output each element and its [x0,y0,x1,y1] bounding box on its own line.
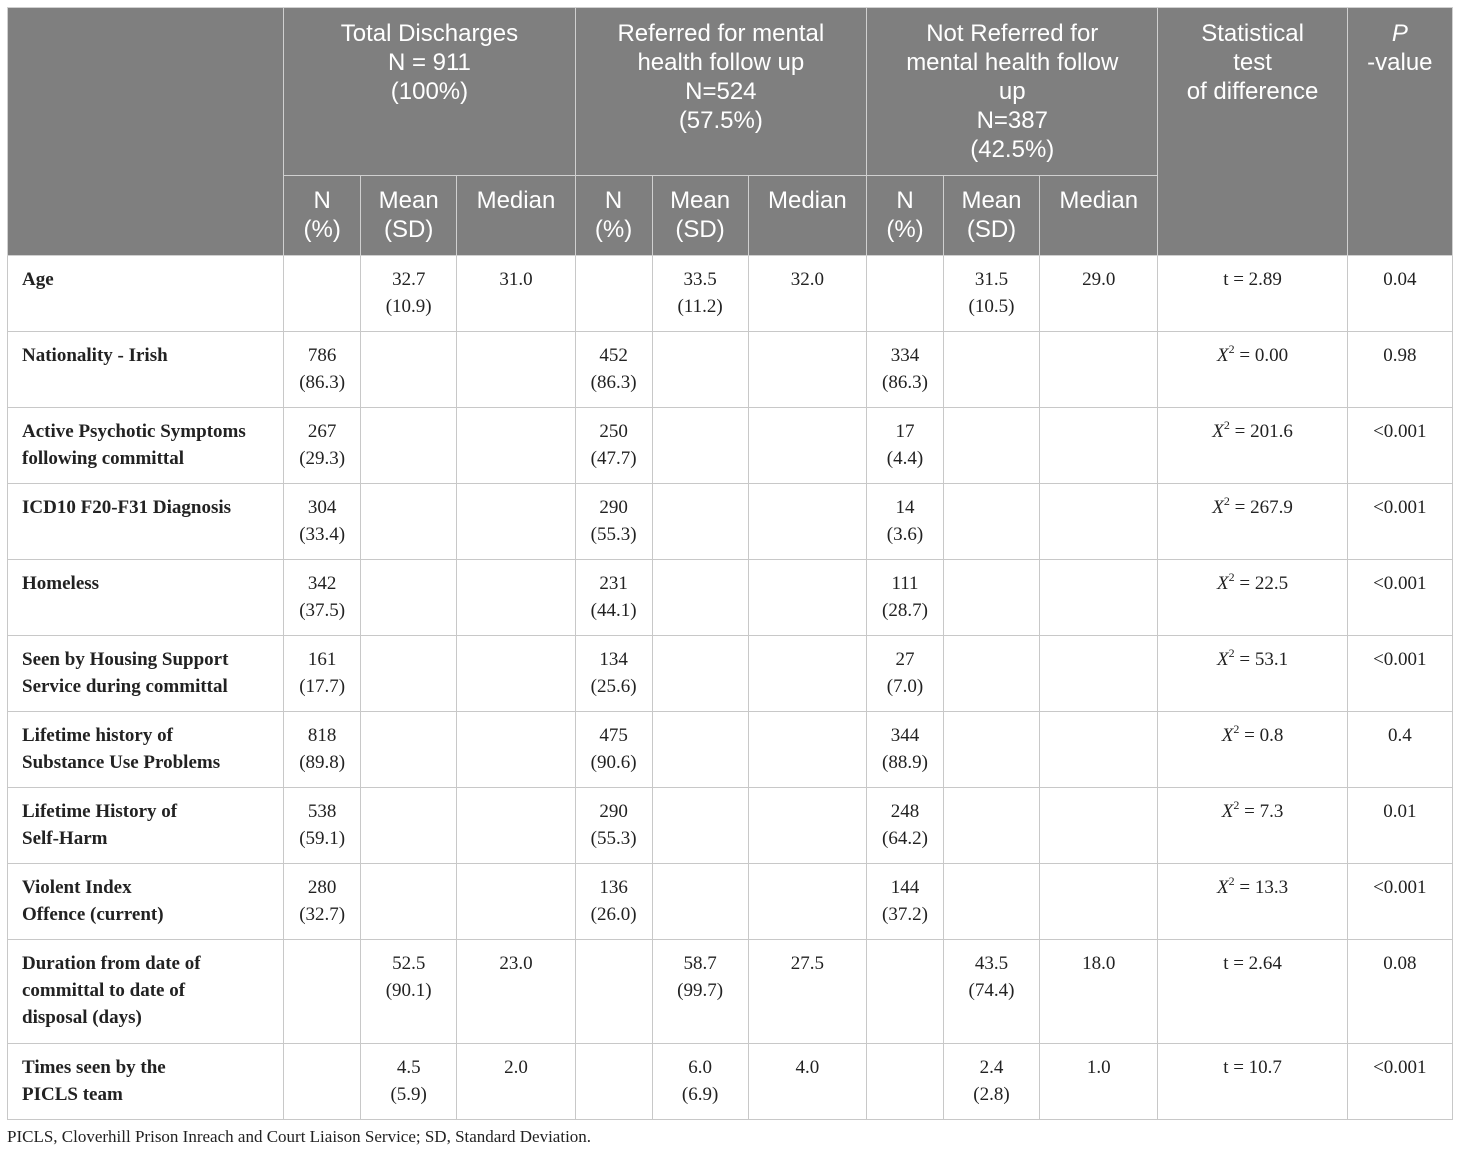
table-cell [284,1044,361,1120]
table-cell: 52.5 (90.1) [361,940,457,1044]
table-cell: 18.0 [1040,940,1158,1044]
table-cell [361,332,457,408]
stat-test-cell: t = 2.89 [1158,256,1347,332]
stat-test-cell: $X^2 = 22.5$ [1158,560,1347,636]
table-cell: 248 (64.2) [867,788,944,864]
table-row [8,256,1453,332]
table-row [8,1044,1453,1120]
table-cell [748,864,866,940]
row-label: Violent Index Offence (current) [8,864,284,940]
table-row [8,636,1453,712]
table-cell: 144 (37.2) [867,864,944,940]
table-cell [652,408,748,484]
subheader-median: Median [457,176,575,256]
table-cell: 250 (47.7) [575,408,652,484]
table-row [8,712,1453,788]
table-cell [943,788,1039,864]
stat-test-cell: $X^2 = 267.9$ [1158,484,1347,560]
subheader-n: N (%) [284,176,361,256]
stat-test-cell: $X^2 = 13.3$ [1158,864,1347,940]
table-cell [652,560,748,636]
table-cell [867,940,944,1044]
stat-test-cell: t = 2.64 [1158,940,1347,1044]
table-cell [748,636,866,712]
row-label: Duration from date of committal to date of disposal (days) [8,940,284,1044]
table-cell: 334 (86.3) [867,332,944,408]
table-cell: 6.0 (6.9) [652,1044,748,1120]
table-cell: 342 (37.5) [284,560,361,636]
table-cell [361,788,457,864]
table-cell: 231 (44.1) [575,560,652,636]
table-cell [1040,712,1158,788]
row-label: Active Psychotic Symptoms following committal [8,408,284,484]
table-cell [867,1044,944,1120]
table-row [8,332,1453,408]
table-cell: 267 (29.3) [284,408,361,484]
table-cell: 344 (88.9) [867,712,944,788]
table-cell: 134 (25.6) [575,636,652,712]
row-label: Times seen by the PICLS team [8,1044,284,1120]
table-cell [457,712,575,788]
table-cell [748,560,866,636]
row-label-header [8,8,284,256]
table-footnote: PICLS, Cloverhill Prison Inreach and Court Liaison Service; SD, Standard Deviation. [7,1127,592,1146]
table-header [8,8,1453,256]
subheader-median: Median [1040,176,1158,256]
table-cell [867,256,944,332]
group-header-total: Total Discharges N = 911 (100%) [284,8,575,176]
table-row [8,864,1453,940]
table-cell [361,864,457,940]
table-cell [1040,636,1158,712]
stat-test-cell: $X^2 = 7.3$ [1158,788,1347,864]
table-body [8,256,1453,1120]
table-cell [361,712,457,788]
table-cell [575,256,652,332]
table-cell [457,408,575,484]
table-cell: 31.5 (10.5) [943,256,1039,332]
row-label: Age [8,256,284,332]
row-label: Lifetime history of Substance Use Problems [8,712,284,788]
table-cell [943,560,1039,636]
group-header-referred: Referred for mental health follow up N=524 (57.5%) [575,8,866,176]
table-cell: 58.7 (99.7) [652,940,748,1044]
table-cell [1040,332,1158,408]
row-label: ICD10 F20-F31 Diagnosis [8,484,284,560]
table-cell [361,636,457,712]
table-cell: 23.0 [457,940,575,1044]
table-cell: 2.0 [457,1044,575,1120]
stat-test-cell: t = 10.7 [1158,1044,1347,1120]
table-cell [748,408,866,484]
table-cell [652,484,748,560]
table-cell [748,332,866,408]
table-cell: 27.5 [748,940,866,1044]
table-cell: 111 (28.7) [867,560,944,636]
table-cell [652,332,748,408]
table-cell: 475 (90.6) [575,712,652,788]
table-cell [575,940,652,1044]
row-label: Lifetime History of Self-Harm [8,788,284,864]
table-cell [652,788,748,864]
subheader-mean: Mean (SD) [652,176,748,256]
table-cell [1040,864,1158,940]
table-cell [457,332,575,408]
p-value-cell: 0.01 [1347,788,1452,864]
table-cell [943,408,1039,484]
table-cell [1040,484,1158,560]
table-cell: 31.0 [457,256,575,332]
stat-test-cell: $X^2 = 0.8$ [1158,712,1347,788]
table-cell: 17 (4.4) [867,408,944,484]
stat-test-cell: $X^2 = 0.00$ [1158,332,1347,408]
table-cell [943,332,1039,408]
table-cell: 1.0 [1040,1044,1158,1120]
table-cell [284,256,361,332]
table-row [8,560,1453,636]
table-cell [457,636,575,712]
subheader-n: N (%) [575,176,652,256]
p-value-cell: 0.4 [1347,712,1452,788]
table-cell [652,636,748,712]
table-cell [1040,788,1158,864]
table-row [8,408,1453,484]
table-cell: 32.7 (10.9) [361,256,457,332]
table-cell: 4.0 [748,1044,866,1120]
table-cell: 43.5 (74.4) [943,940,1039,1044]
table-cell [943,484,1039,560]
table-cell [1040,560,1158,636]
subheader-n: N (%) [867,176,944,256]
table-row [8,484,1453,560]
p-value-cell: <0.001 [1347,484,1452,560]
table-cell [943,864,1039,940]
results-table [7,7,1453,1120]
p-value-cell: <0.001 [1347,560,1452,636]
table-cell [748,788,866,864]
row-label: Seen by Housing Support Service during committal [8,636,284,712]
p-value-cell: 0.04 [1347,256,1452,332]
stat-test-cell: $X^2 = 201.6$ [1158,408,1347,484]
table-row [8,940,1453,1044]
table-cell [457,864,575,940]
table-cell: 29.0 [1040,256,1158,332]
subheader-mean: Mean (SD) [361,176,457,256]
p-value-cell: <0.001 [1347,636,1452,712]
p-value-cell: <0.001 [1347,408,1452,484]
table-cell [457,788,575,864]
table-cell [748,484,866,560]
table-cell [748,712,866,788]
table-cell: 290 (55.3) [575,484,652,560]
stat-test-header: Statistical test of difference [1158,8,1347,256]
table-cell: 32.0 [748,256,866,332]
table-cell: 290 (55.3) [575,788,652,864]
p-value-cell: <0.001 [1347,1044,1452,1120]
table-cell [284,940,361,1044]
stat-test-cell: $X^2 = 53.1$ [1158,636,1347,712]
table-cell [575,1044,652,1120]
p-value-cell: <0.001 [1347,864,1452,940]
table-cell: 304 (33.4) [284,484,361,560]
p-value-cell: 0.98 [1347,332,1452,408]
p-value-cell: 0.08 [1347,940,1452,1044]
subheader-median: Median [748,176,866,256]
table-cell: 161 (17.7) [284,636,361,712]
table-cell: 27 (7.0) [867,636,944,712]
table-cell [361,484,457,560]
table-cell: 2.4 (2.8) [943,1044,1039,1120]
table-cell: 4.5 (5.9) [361,1044,457,1120]
table-cell: 33.5 (11.2) [652,256,748,332]
table-cell [361,560,457,636]
group-header-not-referred: Not Referred for mental health follow up N=387 (42.5%) [867,8,1158,176]
table-cell [1040,408,1158,484]
table-cell: 280 (32.7) [284,864,361,940]
p-value-header: P -value [1347,8,1452,256]
table-cell: 14 (3.6) [867,484,944,560]
table-cell [457,484,575,560]
table-cell: 538 (59.1) [284,788,361,864]
row-label: Nationality - Irish [8,332,284,408]
table-cell: 136 (26.0) [575,864,652,940]
table-cell [361,408,457,484]
table-cell [943,712,1039,788]
table-row [8,788,1453,864]
table-cell: 818 (89.8) [284,712,361,788]
table-cell [652,864,748,940]
row-label: Homeless [8,560,284,636]
table-cell [457,560,575,636]
table-cell [652,712,748,788]
table-cell: 786 (86.3) [284,332,361,408]
table-cell [943,636,1039,712]
subheader-mean: Mean (SD) [943,176,1039,256]
table-cell: 452 (86.3) [575,332,652,408]
